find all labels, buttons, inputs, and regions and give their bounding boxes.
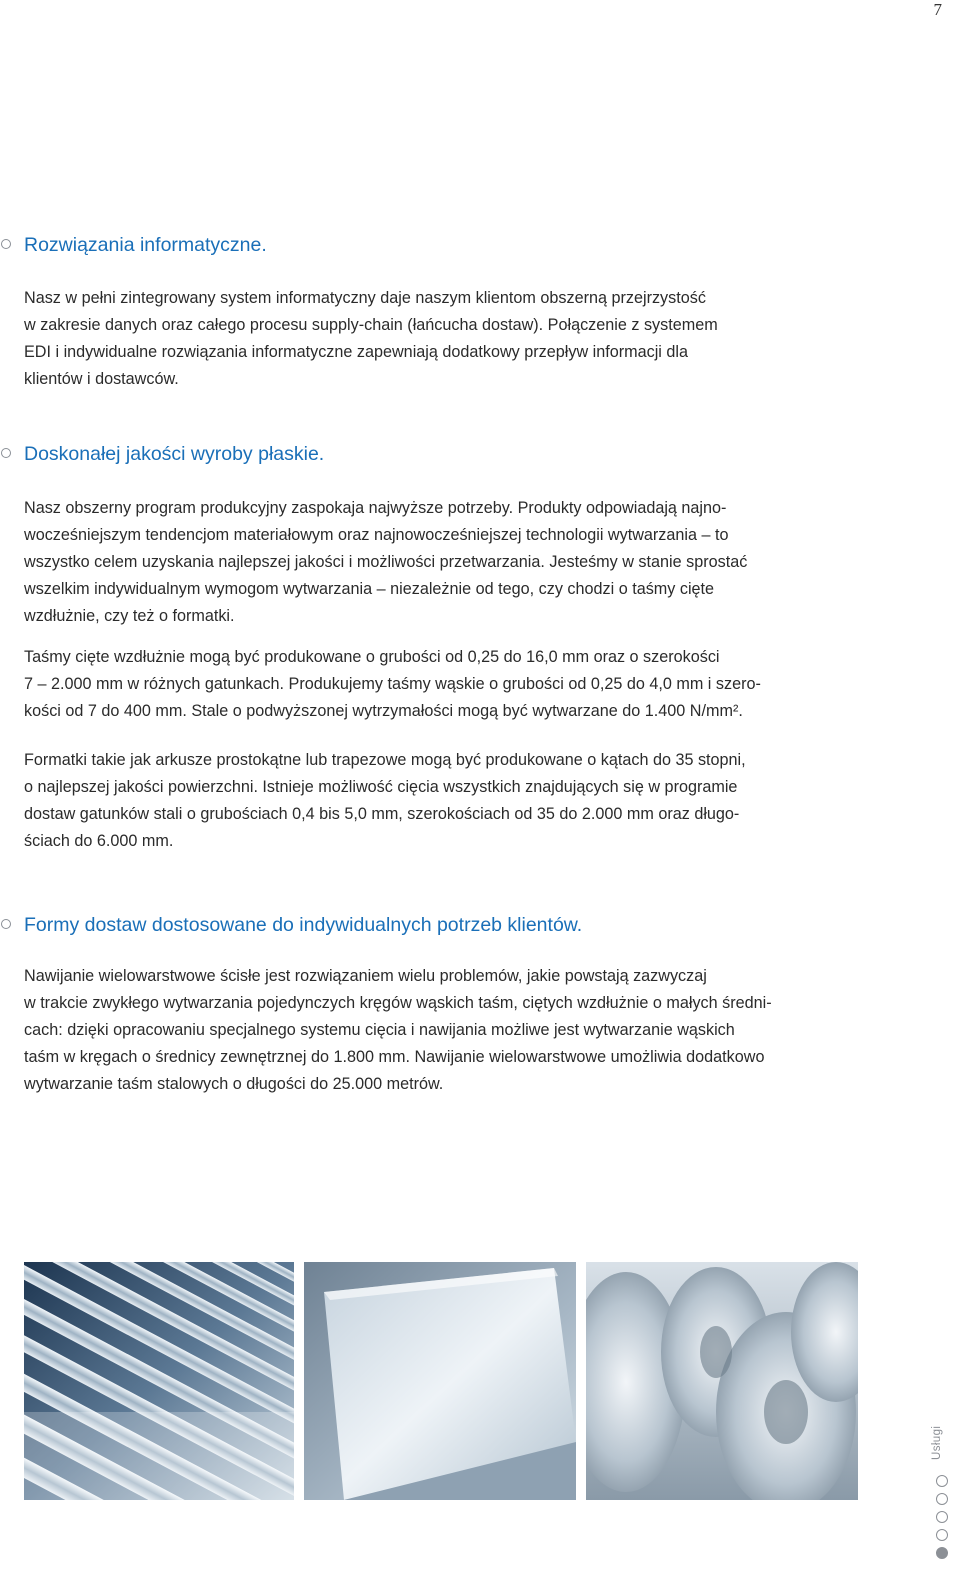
steel-coils-photo — [586, 1262, 858, 1500]
paragraph: Nawijanie wielowarstwowe ścisłe jest rozwiązaniem wielu problemów, jakie powstają zazwyczaj w trakcie zwykłego wytwarzania pojedynczych kręgów wąskich taśm, ciętych wzdłużnie o małych średni- cach: dzięki opracowaniu specjalnego systemu cięcia i nawijania możliwe jest wytwarzanie wąskich taśm w kręgach o średnicy zewnętrznej do 1.800 mm. Nawijanie wielowarstwowe umożliwia dodatkowo wytwarzanie taśm stalowych o długości do 25.000 metrów. — [24, 967, 772, 1093]
heading-text: Rozwiązania informatyczne. — [24, 234, 267, 256]
photo-strip — [24, 1262, 914, 1500]
section-heading — [0, 233, 900, 257]
section-side-tab — [926, 1425, 960, 1582]
side-tab-label: Usługi — [931, 1425, 943, 1460]
section-dot-icon — [936, 1529, 948, 1541]
section-dot-icon — [936, 1475, 948, 1487]
circle-bullet-icon — [1, 919, 11, 929]
section-delivery-forms — [0, 913, 900, 1098]
section-dot-active-icon — [936, 1547, 948, 1559]
section-dot-icon — [936, 1493, 948, 1505]
section-flat-products — [0, 442, 900, 855]
section-it-solutions — [0, 233, 900, 393]
paragraph: Formatki takie jak arkusze prostokątne lub trapezowe mogą być produkowane o kątach do 35 stopni, o najlepszej jakości powierzchni. Istnieje możliwość cięcia wszystkich znajdujących się w programie dostaw gatunków stali o grubościach 0,4 bis 5,0 mm, szerokościach od 35 do 2.000 mm oraz długo- ściach do 6.000 mm. — [24, 751, 746, 850]
paragraph: Taśmy cięte wzdłużnie mogą być produkowane o grubości od 0,25 do 16,0 mm oraz o szerokości 7 – 2.000 mm w różnych gatunkach. Produkujemy taśmy wąskie o grubości od 0,25 do 4,0 mm i szero- kości od 7 do 400 mm. Stale o podwyższonej wytrzymałości mogą być wytwarzane do 1.400 N/mm². — [24, 648, 761, 720]
page-number: 7 — [933, 0, 942, 19]
section-heading — [0, 913, 900, 937]
section-dots — [936, 1475, 948, 1565]
paragraph: Nasz obszerny program produkcyjny zaspokaja najwyższe potrzeby. Produkty odpowiadają najno- wocześniejszym tendencjom materiałowym oraz najnowocześniejszej technologii wytwarzania – to wszystko celem uzyskania najlepszej jakości i możliwości przetwarzania. Jesteśmy w stanie sprostać wszelkim indywidualnym wymogom wytwarzania – niezależnie od tego, czy chodzi o taśmy cięte wzdłużnie, czy też o formatki. — [24, 499, 748, 625]
section-heading — [0, 442, 900, 466]
heading-text: Doskonałej jakości wyroby płaskie. — [24, 443, 325, 465]
circle-bullet-icon — [1, 239, 11, 249]
heading-text: Formy dostaw dostosowane do indywidualnych potrzeb klientów. — [24, 914, 583, 936]
slit-strips-photo — [24, 1262, 294, 1500]
section-dot-icon — [936, 1511, 948, 1523]
steel-sheet-photo — [304, 1262, 576, 1500]
paragraph: Nasz w pełni zintegrowany system informatyczny daje naszym klientom obszerną przejrzystość w zakresie danych oraz całego procesu supply-chain (łańcucha dostaw). Połączenie z systemem EDI i indywidualne rozwiązania informatyczne zapewniają dodatkowy przepływ informacji dla klientów i dostawców. — [24, 289, 718, 388]
circle-bullet-icon — [1, 448, 11, 458]
